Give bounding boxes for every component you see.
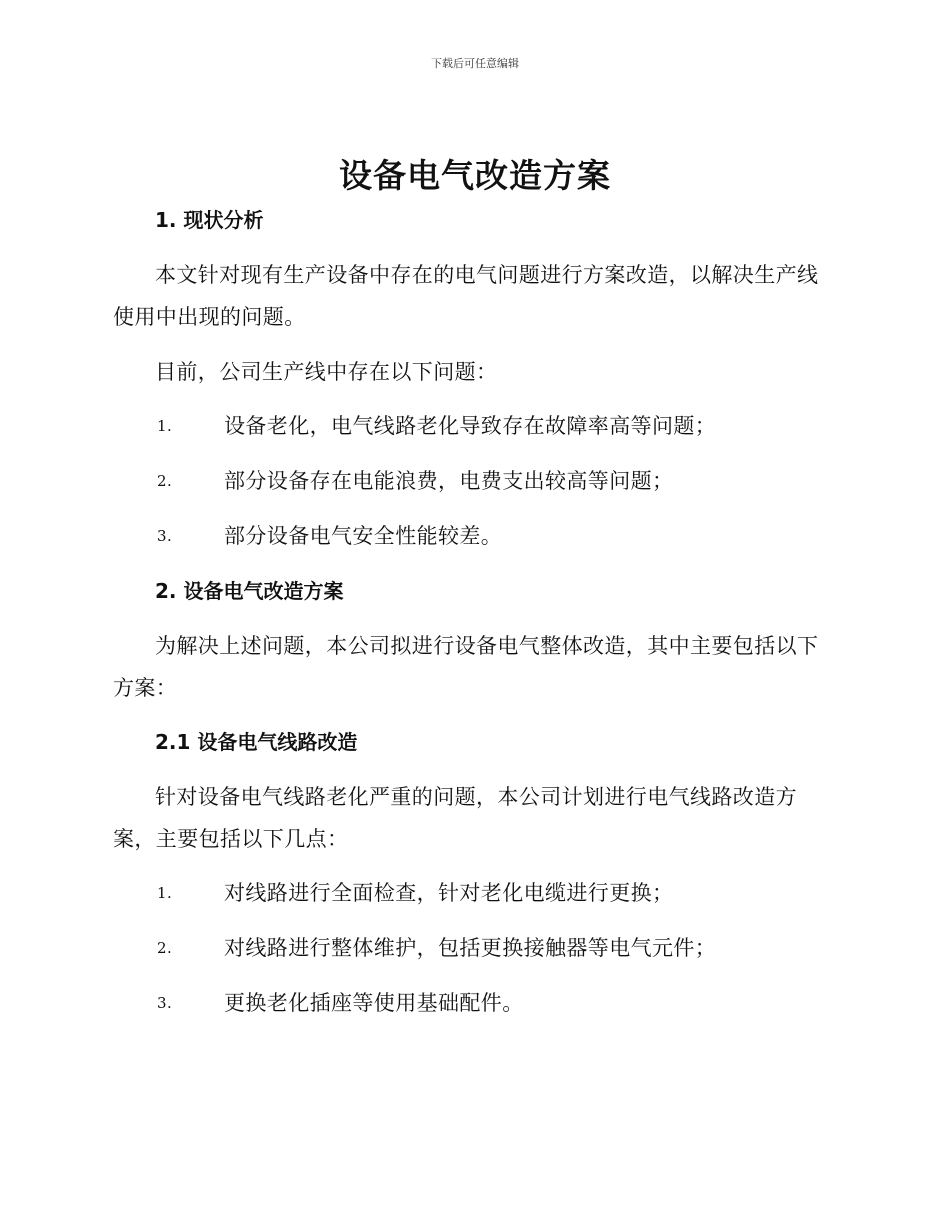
paragraph: 为解决上述问题，本公司拟进行设备电气整体改造，其中主要包括以下方案： — [113, 634, 819, 700]
subsection-heading-2-1: 2.1 设备电气线路改造 — [155, 730, 358, 754]
list-number: 2. — [157, 472, 173, 490]
list-text: 更换老化插座等使用基础配件。 — [224, 991, 524, 1015]
list-text: 对线路进行整体维护，包括更换接触器等电气元件； — [224, 936, 717, 960]
list-text: 部分设备存在电能浪费，电费支出较高等问题； — [224, 469, 674, 493]
list-text: 部分设备电气安全性能较差。 — [224, 524, 503, 548]
list-number: 1. — [157, 417, 173, 435]
document-title: 设备电气改造方案 — [339, 156, 611, 195]
list-item — [113, 516, 833, 556]
list-item — [113, 461, 833, 501]
list-number: 2. — [157, 939, 173, 957]
list-number: 3. — [157, 527, 173, 545]
list-text: 对线路进行全面检查，针对老化电缆进行更换； — [224, 881, 674, 905]
header-note: 下载后可任意编辑 — [431, 57, 519, 70]
list-item — [113, 406, 833, 446]
document-body — [113, 200, 833, 1038]
list-text: 设备老化，电气线路老化导致存在故障率高等问题； — [224, 414, 717, 438]
paragraph: 目前，公司生产线中存在以下问题： — [155, 360, 498, 384]
list-number: 3. — [157, 994, 173, 1012]
list-item — [113, 873, 833, 913]
paragraph: 本文针对现有生产设备中存在的电气问题进行方案改造，以解决生产线使用中出现的问题。 — [113, 263, 819, 329]
section-heading-1: 1. 现状分析 — [155, 208, 264, 232]
section-heading-2: 2. 设备电气改造方案 — [155, 579, 344, 603]
list-number: 1. — [157, 884, 173, 902]
paragraph: 针对设备电气线路老化严重的问题，本公司计划进行电气线路改造方案，主要包括以下几点： — [113, 785, 797, 851]
list-item — [113, 928, 833, 968]
list-item — [113, 983, 833, 1023]
